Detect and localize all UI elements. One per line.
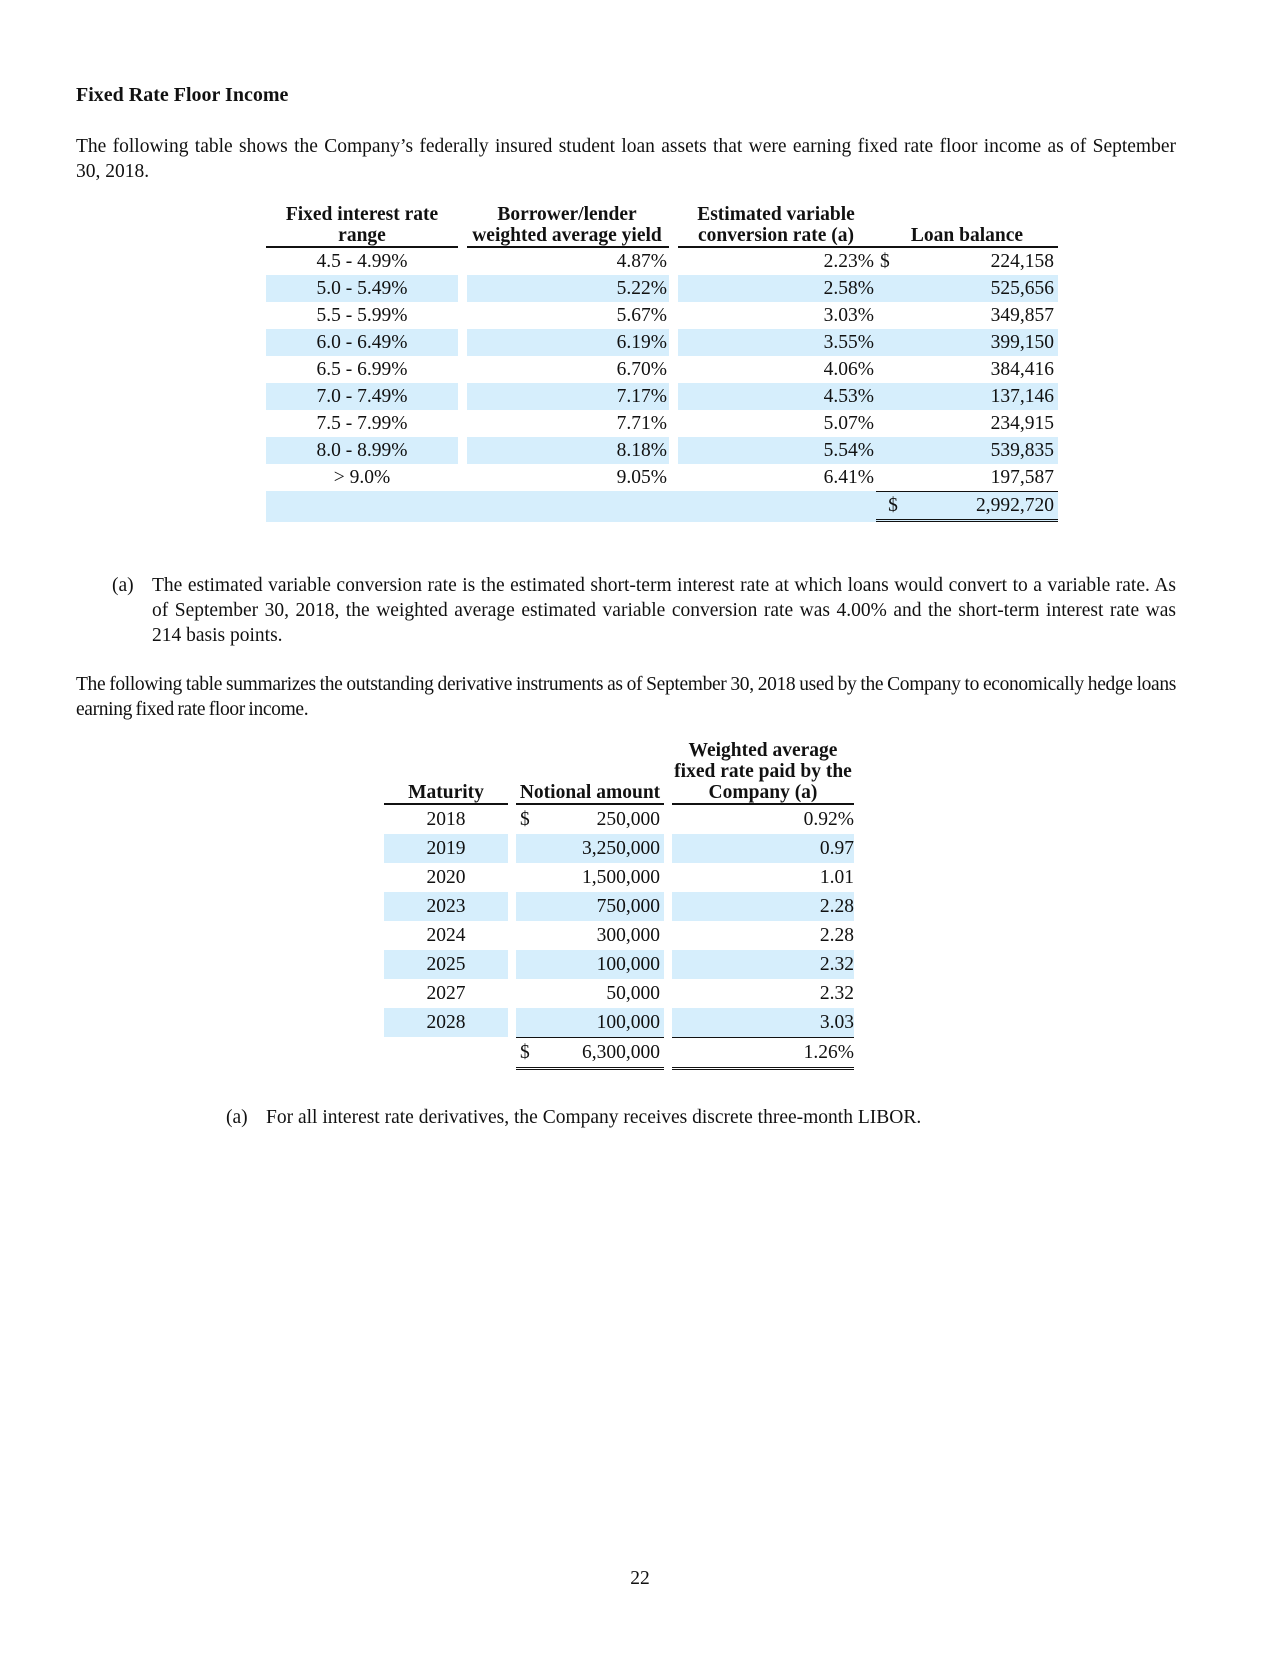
conversion-rate-cell: 3.55%	[678, 329, 876, 356]
maturity-cell: 2028	[384, 1008, 508, 1037]
loan-balance-cell: 384,416	[990, 359, 1054, 380]
conversion-rate-cell: 2.58%	[678, 275, 876, 302]
header-yield: Borrower/lender weighted average yield	[467, 204, 669, 248]
footnote-conversion-rate	[112, 573, 1176, 648]
maturity-cell: 2024	[426, 925, 466, 946]
rate-range-cell: 5.0 - 5.49%	[266, 275, 458, 302]
footnote-text: For all interest rate derivatives, the Company receives discrete three-month LIBOR.	[266, 1107, 922, 1128]
table-row	[384, 950, 854, 979]
notional-amount-cell: 3,250,000	[556, 834, 664, 863]
loan-balance-cell: 197,587	[990, 467, 1054, 488]
table-row	[384, 979, 854, 1008]
table-row	[384, 892, 854, 921]
notional-amount-cell: 100,000	[556, 1008, 664, 1037]
conversion-rate-cell: 5.54%	[678, 437, 876, 464]
table-row	[266, 329, 1058, 356]
rate-range-cell: > 9.0%	[333, 467, 391, 488]
yield-cell: 4.87%	[616, 251, 667, 272]
header-notional: Notional amount	[516, 740, 664, 805]
section-heading: Fixed Rate Floor Income	[76, 84, 289, 106]
fixed-rate-floor-table	[266, 204, 1058, 522]
conversion-rate-cell: 5.07%	[823, 413, 874, 434]
yield-cell: 6.70%	[616, 359, 667, 380]
footnote-marker: (a)	[226, 1107, 248, 1128]
loan-balance-cell: 399,150	[906, 329, 1058, 356]
loan-balance-cell: 234,915	[990, 413, 1054, 434]
loan-balance-cell: 539,835	[906, 437, 1058, 464]
table-row	[266, 248, 1058, 275]
currency-symbol: $	[520, 809, 530, 830]
currency-symbol	[516, 950, 556, 979]
header-fixed-rate: Weighted average fixed rate paid by the Company (a)	[672, 740, 854, 805]
fixed-rate-cell: 0.92%	[803, 809, 854, 830]
currency-symbol	[876, 464, 906, 491]
yield-cell: 5.67%	[616, 305, 667, 326]
rate-range-cell: 8.0 - 8.99%	[266, 437, 458, 464]
conversion-rate-cell: 4.53%	[678, 383, 876, 410]
table-row	[384, 834, 854, 863]
yield-cell: 5.22%	[467, 275, 669, 302]
currency-symbol: $	[516, 1037, 556, 1070]
fixed-rate-cell: 1.01	[819, 867, 854, 888]
currency-symbol	[516, 834, 556, 863]
loan-balance-cell: 224,158	[990, 251, 1054, 272]
fixed-rate-cell: 0.97	[672, 834, 854, 863]
conversion-rate-cell: 6.41%	[823, 467, 874, 488]
currency-symbol	[876, 410, 906, 437]
notional-amount-cell: 50,000	[606, 983, 660, 1004]
table-row	[266, 437, 1058, 464]
notional-amount-cell: 750,000	[556, 892, 664, 921]
table-row	[384, 1008, 854, 1037]
notional-amount-cell: 100,000	[556, 950, 664, 979]
fixed-rate-cell: 2.28	[672, 892, 854, 921]
notional-amount-cell: 250,000	[596, 809, 660, 830]
fixed-rate-cell: 2.32	[819, 983, 854, 1004]
footnote-text: The estimated variable conversion rate is the estimated short-term interest rate at which loans would convert to a variable rate. As of September 30, 2018, the weighted average estimated variable conversion rate was 4.00% and the short-term interest rate was 214 basis points.	[152, 575, 1176, 646]
yield-cell: 6.19%	[467, 329, 669, 356]
yield-cell: 7.17%	[467, 383, 669, 410]
loan-balance-cell: 349,857	[990, 305, 1054, 326]
currency-symbol	[516, 921, 556, 950]
rate-range-cell: 4.5 - 4.99%	[316, 251, 408, 272]
rate-range-cell: 7.0 - 7.49%	[266, 383, 458, 410]
notional-amount-cell: 1,500,000	[582, 867, 660, 888]
table-row	[266, 410, 1058, 437]
maturity-cell: 2027	[426, 983, 466, 1004]
derivatives-table	[384, 740, 854, 1070]
fixed-rate-cell: 2.32	[672, 950, 854, 979]
total-row	[266, 491, 1058, 522]
maturity-cell: 2019	[384, 834, 508, 863]
yield-cell: 8.18%	[467, 437, 669, 464]
page-number: 22	[630, 1568, 650, 1589]
currency-symbol	[876, 356, 906, 383]
total-row	[384, 1037, 854, 1070]
currency-symbol	[876, 275, 906, 302]
maturity-cell: 2020	[426, 867, 466, 888]
notional-amount-cell: 300,000	[596, 925, 660, 946]
currency-symbol	[516, 892, 556, 921]
table-row	[266, 356, 1058, 383]
table-row	[266, 302, 1058, 329]
fixed-rate-cell: 3.03	[672, 1008, 854, 1037]
table-row	[266, 464, 1058, 491]
currency-symbol	[516, 1008, 556, 1037]
currency-symbol: $	[876, 491, 906, 522]
total-fixed-rate: 1.26%	[672, 1037, 854, 1070]
conversion-rate-cell: 3.03%	[823, 305, 874, 326]
currency-symbol	[876, 437, 906, 464]
footnote-marker: (a)	[112, 575, 134, 596]
total-notional-amount: 6,300,000	[556, 1037, 664, 1070]
table-row	[384, 921, 854, 950]
currency-symbol	[876, 383, 906, 410]
currency-symbol	[516, 863, 556, 892]
total-loan-balance: 2,992,720	[906, 491, 1058, 522]
footnote-libor	[226, 1105, 1126, 1130]
header-range: Fixed interest rate range	[266, 204, 458, 248]
table-row	[384, 863, 854, 892]
header-maturity: Maturity	[384, 740, 508, 805]
maturity-cell: 2023	[384, 892, 508, 921]
yield-cell: 7.71%	[616, 413, 667, 434]
loan-balance-cell: 137,146	[906, 383, 1058, 410]
loan-balance-cell: 525,656	[906, 275, 1058, 302]
rate-range-cell: 6.5 - 6.99%	[316, 359, 408, 380]
currency-symbol	[516, 979, 556, 1008]
conversion-rate-cell: 4.06%	[823, 359, 874, 380]
rate-range-cell: 5.5 - 5.99%	[316, 305, 408, 326]
currency-symbol	[876, 329, 906, 356]
currency-symbol: $	[880, 251, 890, 272]
header-conversion: Estimated variable conversion rate (a)	[678, 204, 876, 248]
intro-paragraph: The following table shows the Company’s federally insured student loan assets that were earning fixed rate floor income as of September 30, 2018.	[76, 136, 1176, 182]
conversion-rate-cell: 2.23%	[823, 251, 874, 272]
currency-symbol	[876, 302, 906, 329]
maturity-cell: 2018	[426, 809, 466, 830]
fixed-rate-cell: 2.28	[819, 925, 854, 946]
rate-range-cell: 6.0 - 6.49%	[266, 329, 458, 356]
derivatives-paragraph: The following table summarizes the outstanding derivative instruments as of September 30, 2018 used by the Company to economically hedge loans earning fixed rate floor income.	[76, 674, 1176, 720]
table-row	[384, 805, 854, 834]
maturity-cell: 2025	[384, 950, 508, 979]
table-row	[266, 275, 1058, 302]
yield-cell: 9.05%	[616, 467, 667, 488]
header-balance: Loan balance	[876, 204, 1058, 248]
table-row	[266, 383, 1058, 410]
rate-range-cell: 7.5 - 7.99%	[316, 413, 408, 434]
